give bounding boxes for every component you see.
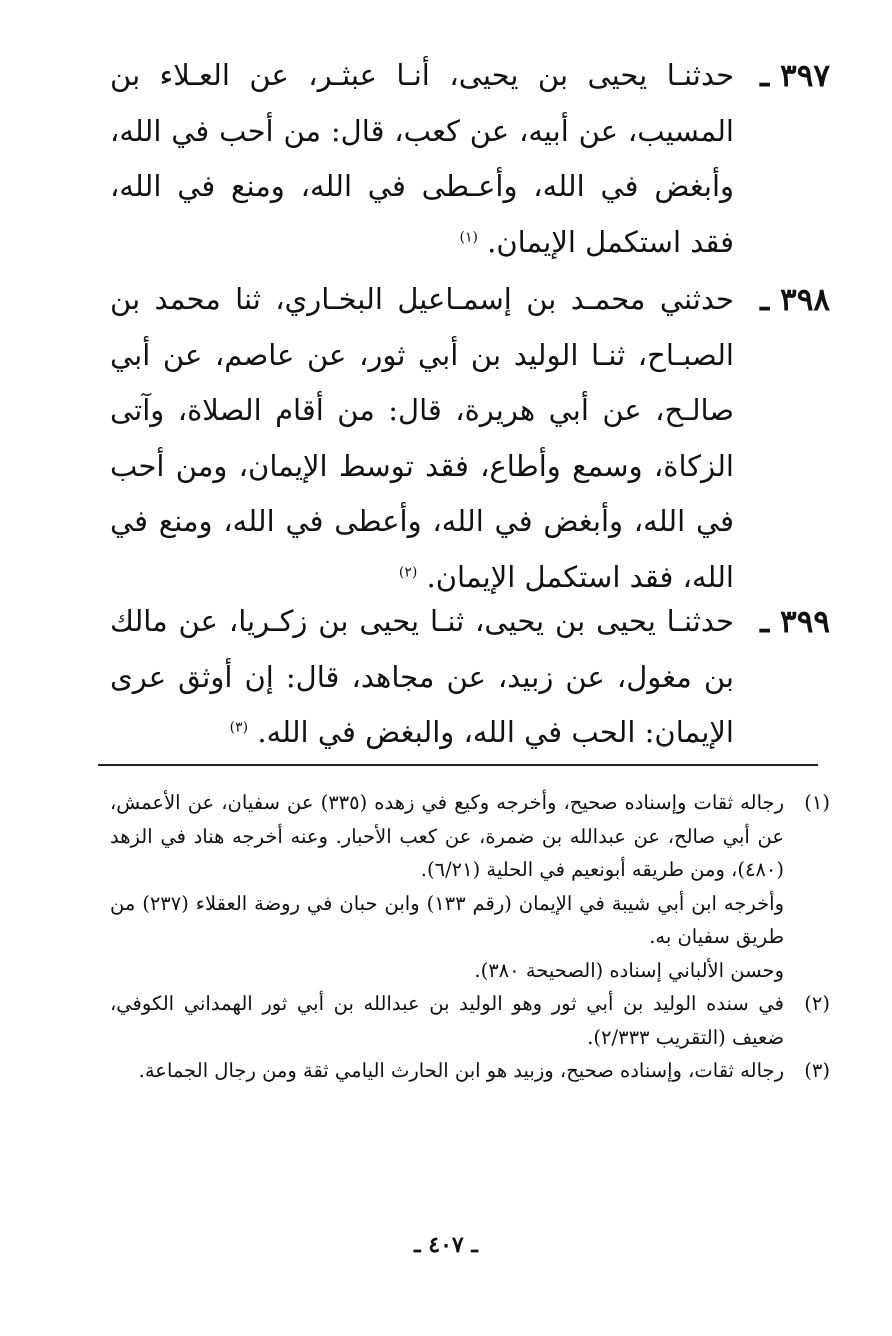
hadith-text-container: [110, 594, 734, 761]
footnote-paragraph: وأخرجه ابن أبي شيبة في الإيمان (رقم ١٣٣) وابن حبان في روضة العقلاء (٢٣٧) من طريق سفيان به.: [110, 891, 784, 948]
footnotes-section: [110, 786, 830, 1088]
hadith-number: ٣٩٨ ـ: [760, 282, 830, 318]
footnote-1: [110, 786, 830, 987]
hadith-398: [110, 272, 830, 605]
hadith-text-container: [110, 272, 734, 605]
footnote-paragraph: وحسن الألباني إسناده (الصحيحة ٣٨٠).: [474, 958, 784, 982]
footnote-3: [110, 1054, 830, 1088]
hadith-text: حدثني محمـد بن إسمـاعيل البخـاري، ثنا محمد بن الصبـاح، ثنـا الوليد بن أبي ثور، عن عاصم، عن أبي صالـح، عن أبي هريرة، قال: من أقام الصلاة، وآتى الزكاة، وسمع وأطاع، فقد توسط الإيمان، ومن أحب في الله، وأبغض في الله، وأعطى في الله، ومنع في الله، فقد استكمل الإيمان.: [110, 282, 734, 594]
footnote-2: [110, 987, 830, 1054]
hadith-number: ٣٩٩ ـ: [760, 604, 830, 640]
footnote-paragraph: رجاله ثقات، وإسناده صحيح، وزبيد هو ابن الحارث اليامي ثقة ومن رجال الجماعة.: [138, 1059, 784, 1082]
footnote-number: (١): [804, 791, 830, 814]
footnote-separator: [98, 764, 818, 766]
hadith-text: حدثنـا يحيى بن يحيى، ثنـا يحيى بن زكـريا، عن مالك بن مغول، عن زبيد، عن مجاهد، قال: إن أوثق عرى الإيمان: الحب في الله، والبغض في الله.: [110, 604, 734, 749]
footnote-number: (٣): [804, 1059, 830, 1082]
footnote-marker: (٣): [229, 719, 249, 736]
hadith-399: [110, 594, 830, 761]
hadith-number: ٣٩٧ ـ: [760, 58, 830, 94]
footnote-number: (٢): [804, 992, 830, 1015]
hadith-397: [110, 48, 830, 270]
footnote-marker: (١): [459, 228, 478, 245]
footnote-marker: (٢): [398, 563, 418, 580]
page-number: ـ ٤٠٧ ـ: [414, 1232, 478, 1258]
footnote-paragraph: رجاله ثقات وإسناده صحيح، وأخرجه وكيع في زهده (٣٣٥) عن سفيان، عن الأعمش، عن أبي صالح، عن عبدالله بن ضمرة، عن كعب الأحبار. وعنه أخرجه هناد في الزهد (٤٨٠)، ومن طريقه أبونعيم في الحلية (٦/٢١).: [110, 791, 784, 881]
footnote-paragraph: في سنده الوليد بن أبي ثور وهو الوليد بن عبدالله بن أبي ثور الهمداني الكوفي، ضعيف (التقريب ٢/٣٣٣).: [110, 992, 784, 1049]
hadith-text: حدثنـا يحيى بن يحيى، أنـا عبثـر، عن العـلاء بن المسيب، عن أبيه، عن كعب، قال: من أحب في الله، وأبغض في الله، وأعـطى في الله، ومنع في الله، فقد استكمل الإيمان.: [110, 58, 734, 259]
hadith-text-container: [110, 48, 734, 270]
